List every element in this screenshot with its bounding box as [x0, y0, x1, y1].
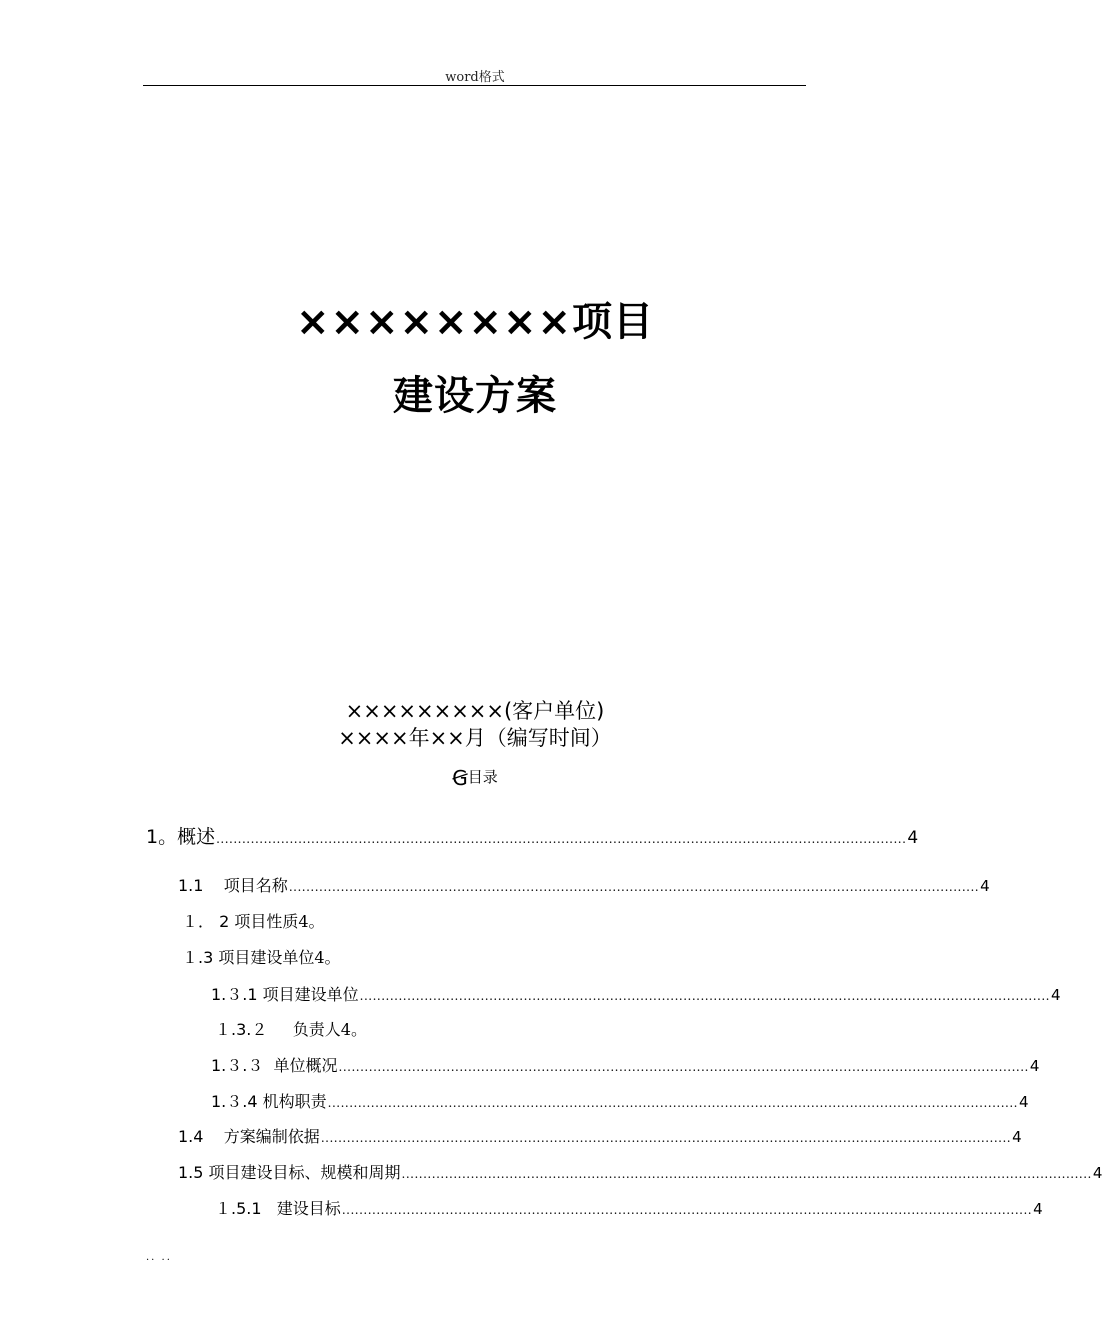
- document-title: ××××××××项目: [295, 299, 655, 345]
- toc-entry[interactable]: [178, 873, 990, 896]
- toc-leader-dots: ................................................................................................................................................................: [216, 832, 907, 846]
- page-header: word格式: [445, 70, 505, 85]
- toc-entry[interactable]: [211, 1089, 1029, 1112]
- toc-entry-number: 1。: [146, 826, 178, 848]
- toc-entry-text: 项目名称: [203, 876, 288, 895]
- toc-entry-page: 4: [907, 828, 919, 848]
- toc-entry[interactable]: [211, 1053, 1040, 1076]
- toc-leader-dots: ................................................................................................................................................................: [341, 1203, 1033, 1217]
- toc-leader-dots: ................................................................................................................................................................: [320, 1131, 1012, 1145]
- toc-entry-number: 1.３.３: [211, 1056, 264, 1075]
- toc-entry-number: 1.4: [178, 1127, 204, 1146]
- toc-leader-dots: ................................................................................................................................................................: [327, 1096, 1018, 1110]
- toc-leader-dots: ................................................................................................................................................................: [401, 1167, 1092, 1181]
- toc-entry-number: １.5.1: [215, 1199, 262, 1218]
- page-footer-mark: .. ..: [146, 1252, 172, 1263]
- toc-leader-dots: ................................................................................................................................................................: [288, 880, 980, 894]
- toc-entry-text: 负责人4。: [267, 1020, 367, 1039]
- toc-entry-text: 项目性质4。: [229, 912, 325, 931]
- toc-entry[interactable]: [215, 1196, 1043, 1219]
- header-divider: [143, 85, 806, 86]
- anchor-mark-icon: Ꞡ: [452, 766, 468, 790]
- toc-entry-text: 项目建设单位4。: [213, 948, 341, 967]
- toc-entry[interactable]: [146, 822, 919, 849]
- toc-entry[interactable]: [211, 982, 1061, 1005]
- toc-leader-dots: ................................................................................................................................................................: [338, 1060, 1029, 1074]
- toc-leader-dots: ................................................................................................................................................................: [359, 989, 1050, 1003]
- toc-entry-number: １.3.２: [215, 1020, 268, 1039]
- toc-entry-page: 4: [1033, 1200, 1043, 1218]
- compile-date: ××××年××月（编写时间）: [338, 726, 612, 750]
- toc-entry[interactable]: [178, 1124, 1022, 1147]
- toc-entry-page: 4: [1012, 1128, 1022, 1146]
- toc-entry-number: 1.３.1: [211, 985, 258, 1004]
- toc-entry-text: 项目建设目标、规模和周期: [203, 1163, 401, 1182]
- toc-entry[interactable]: [182, 945, 341, 968]
- toc-entry-number: 1.5: [178, 1163, 204, 1182]
- toc-entry-number: １.3: [182, 948, 214, 967]
- toc-entry-number: １． 2: [182, 912, 230, 931]
- toc-heading-label: 目录: [467, 768, 498, 786]
- toc-entry-page: 4: [1092, 1164, 1102, 1182]
- toc-entry[interactable]: [182, 909, 325, 932]
- toc-entry-text: 项目建设单位: [257, 985, 359, 1004]
- toc-entry-page: 4: [1050, 986, 1061, 1004]
- toc-heading: [0, 766, 950, 790]
- toc-entry-text: 方案编制依据: [203, 1127, 320, 1146]
- client-unit: ×××××××××(客户单位): [345, 699, 605, 723]
- toc-entry-text: 概述: [177, 826, 216, 848]
- toc-entry-number: 1.３.4: [211, 1092, 258, 1111]
- toc-entry-page: 4: [1029, 1057, 1040, 1075]
- toc-entry[interactable]: [178, 1160, 1102, 1183]
- toc-entry-text: 机构职责: [257, 1092, 327, 1111]
- toc-entry-page: 4: [980, 877, 990, 895]
- toc-entry-number: 1.1: [178, 876, 204, 895]
- toc-entry-text: 建设目标: [261, 1199, 341, 1218]
- document-title-line2: 建设方案: [393, 373, 557, 419]
- toc-entry[interactable]: [215, 1017, 367, 1040]
- toc-entry-page: 4: [1018, 1093, 1029, 1111]
- toc-entry-text: 单位概况: [263, 1056, 338, 1075]
